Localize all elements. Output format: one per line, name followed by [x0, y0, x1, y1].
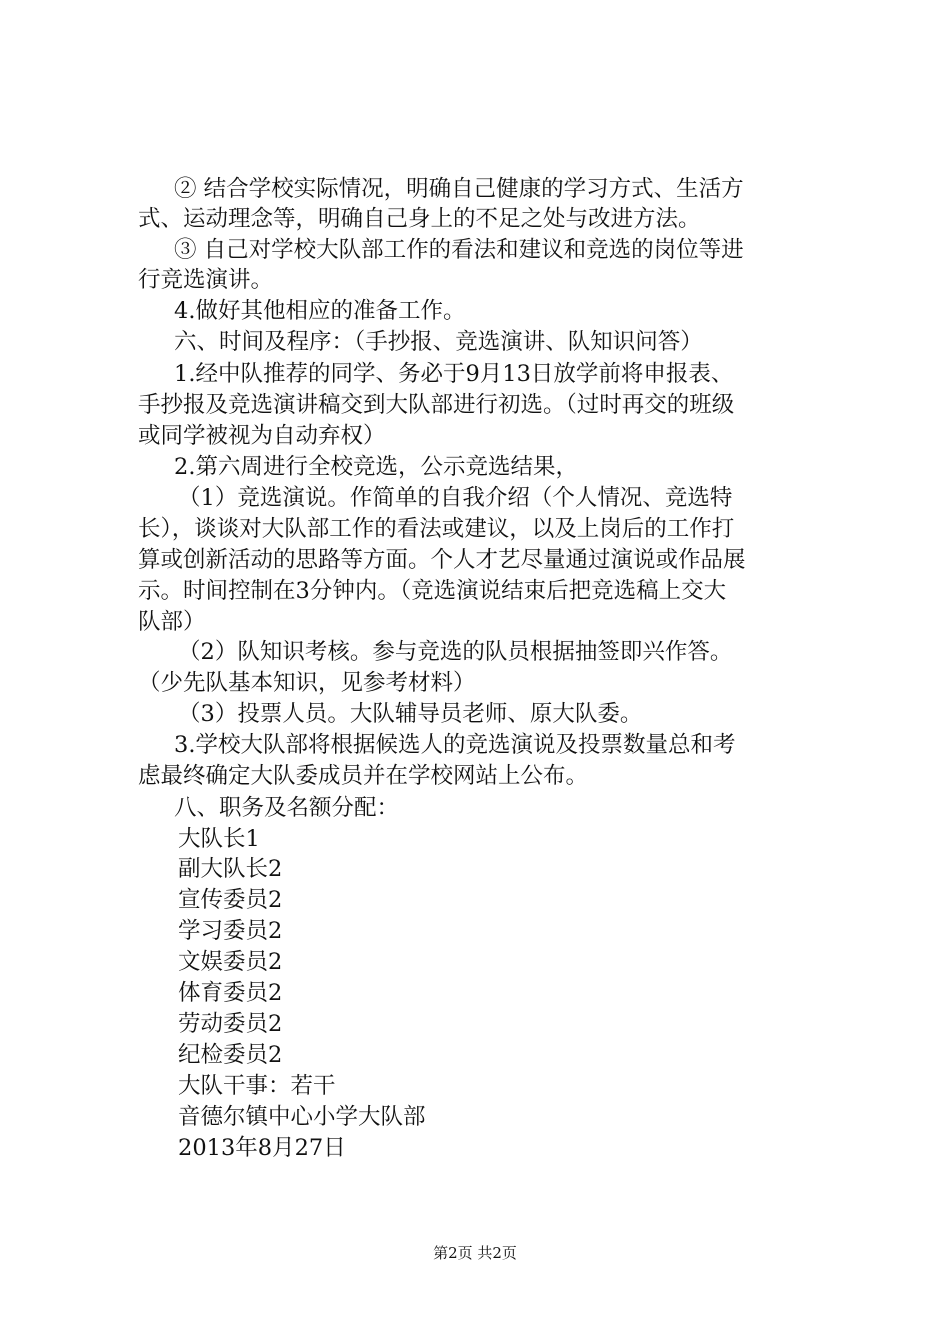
text-line: （1）竞选演说。作简单的自我介绍（个人情况、竞选特 — [178, 485, 733, 511]
text-line: 示。时间控制在3分钟内。（竞选演说结束后把竞选稿上交大 — [138, 578, 727, 604]
text-line: 或同学被视为自动弃权） — [138, 423, 386, 449]
text-line: 劳动委员2 — [178, 1011, 283, 1037]
text-line: 行竞选演讲。 — [138, 267, 274, 293]
text-line: 队部） — [138, 609, 206, 635]
text-line: 长），谈谈对大队部工作的看法或建议，以及上岗后的工作打 — [138, 516, 735, 542]
text-line: 算或创新活动的思路等方面。个人才艺尽量通过演说或作品展 — [138, 547, 746, 573]
text-line: 文娱委员2 — [178, 949, 283, 975]
text-line: （2）队知识考核。参与竞选的队员根据抽签即兴作答。 — [178, 639, 733, 665]
text-line: 1.经中队推荐的同学、务必于9月13日放学前将申报表、 — [174, 361, 734, 387]
text-line: （少先队基本知识，见参考材料） — [138, 670, 476, 696]
text-line: 4.做好其他相应的准备工作。 — [174, 298, 466, 324]
text-line: 宣传委员2 — [178, 887, 283, 913]
text-line: 2.第六周进行全校竞选，公示竞选结果， — [174, 454, 578, 480]
text-line: 八、职务及名额分配： — [174, 795, 400, 821]
text-line: 副大队长2 — [178, 856, 283, 882]
text-line: 手抄报及竞选演讲稿交到大队部进行初选。（过时再交的班级 — [138, 392, 735, 418]
text-line: 大队干事：若干 — [178, 1073, 336, 1099]
text-line: ② 结合学校实际情况，明确自己健康的学习方式、生活方 — [174, 176, 744, 202]
text-line: 体育委员2 — [178, 980, 283, 1006]
page-footer: 第2页 共2页 — [433, 1244, 517, 1262]
text-line: 式、运动理念等，明确自己身上的不足之处与改进方法。 — [138, 206, 701, 232]
text-line: 大队长1 — [178, 826, 260, 852]
text-line: 2013年8月27日 — [178, 1135, 346, 1161]
text-line: 虑最终确定大队委成员并在学校网站上公布。 — [138, 763, 589, 789]
text-line: 音德尔镇中心小学大队部 — [178, 1104, 426, 1130]
text-line: 学习委员2 — [178, 918, 283, 944]
text-line: 六、时间及程序：（手抄报、竞选演讲、队知识问答） — [174, 329, 703, 355]
text-line: （3）投票人员。大队辅导员老师、原大队委。 — [178, 701, 643, 727]
text-line: 纪检委员2 — [178, 1042, 283, 1068]
text-line: ③ 自己对学校大队部工作的看法和建议和竞选的岗位等进 — [174, 237, 744, 263]
text-line: 3.学校大队部将根据候选人的竞选演说及投票数量总和考 — [174, 732, 736, 758]
